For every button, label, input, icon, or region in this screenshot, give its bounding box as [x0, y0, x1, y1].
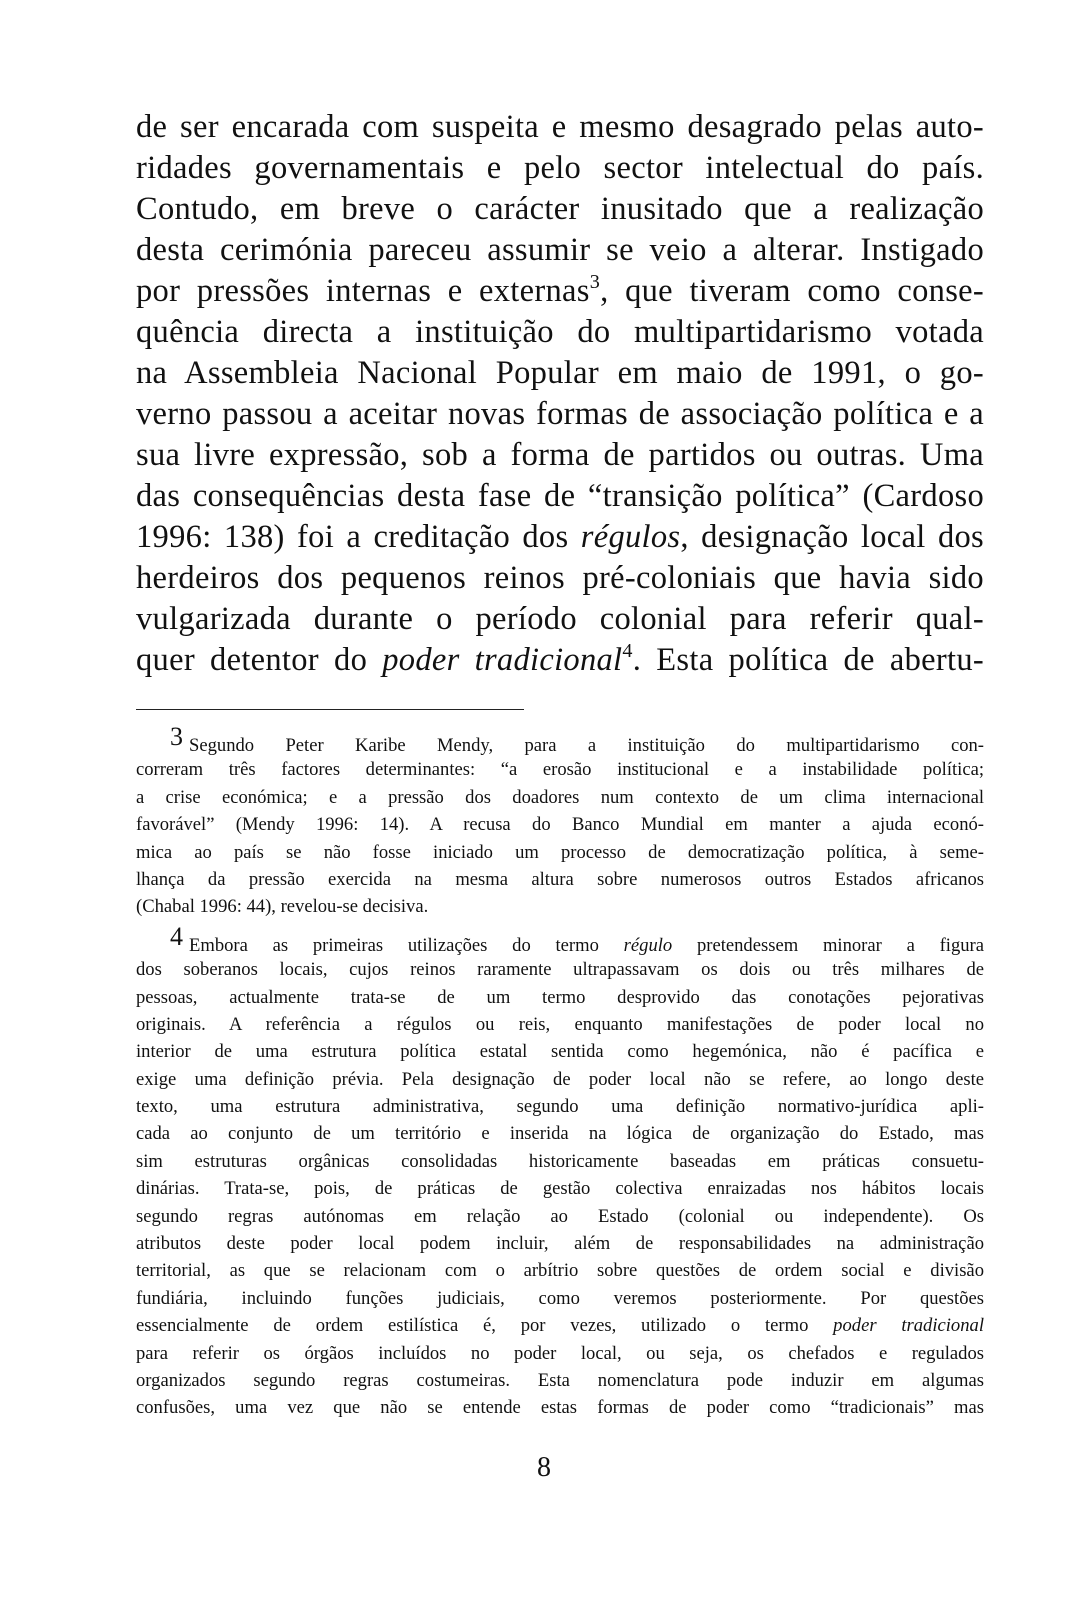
body-line: verno passou a aceitar novas formas de associação política e a	[136, 396, 984, 432]
footnote-line	[136, 1312, 984, 1339]
body-line	[136, 517, 984, 558]
footnote-line: texto, uma estrutura administrativa, segundo uma definição normativo-jurídica apli-	[136, 1096, 984, 1118]
footnotes	[136, 722, 984, 1422]
body-text-run: 1996: 138) foi a creditação dos	[136, 519, 581, 555]
body-line: quência directa a instituição do multipartidarismo votada	[136, 314, 984, 350]
footnote-mark: 4	[170, 921, 183, 951]
footnote-line: para referir os órgãos incluídos no poder local, ou seja, os chefados e regulados	[136, 1342, 984, 1364]
body-text-run: por pressões internas e externas	[136, 273, 590, 309]
footnote-line: mica ao país se não fosse iniciado um processo de democratização política, à seme-	[136, 841, 984, 863]
body-text-run: quer detentor do	[136, 642, 383, 678]
footnote-text-run: Segundo Peter Karibe Mendy, para a instituição do multipartidarismo con-	[189, 735, 984, 756]
footnote-3	[136, 722, 984, 921]
italic-term: poder tradicional	[382, 642, 623, 678]
footnote-line: lhança da pressão exercida na mesma altura sobre numerosos outros Estados africanos	[136, 868, 984, 890]
footnote-line: a crise económica; e a pressão dos doadores num contexto de um clima internacional	[136, 786, 984, 808]
italic-term: poder tradicional	[833, 1315, 984, 1337]
body-line	[136, 271, 984, 312]
footnote-text-run: Embora as primeiras utilizações do termo	[189, 934, 624, 956]
body-text-run: . Esta política de abertu-	[632, 642, 984, 678]
body-line: das consequências desta fase de “transição política” (Cardoso	[136, 478, 984, 514]
footnote-line: interior de uma estrutura política estatal sentida como hegemónica, não é pacífica e	[136, 1041, 984, 1063]
footnote-line: favorável” (Mendy 1996: 14). A recusa do Banco Mundial em manter a ajuda econó-	[136, 814, 984, 836]
footnote-line: fundiária, incluindo funções judiciais, como veremos posteriormente. Por questões	[136, 1287, 984, 1309]
footnote-text-run: essencialmente de ordem estilística é, por vezes, utilizado o termo	[136, 1315, 834, 1337]
body-line: vulgarizada durante o período colonial para referir qual-	[136, 601, 984, 637]
footnote-gap	[136, 921, 984, 929]
body-line: ridades governamentais e pelo sector intelectual do país.	[136, 150, 984, 186]
body-line: Contudo, em breve o carácter inusitado que a realização	[136, 191, 984, 227]
footnote-line: exige uma definição prévia. Pela designação de poder local não se refere, ao longo deste	[136, 1068, 984, 1090]
footnote-line: territorial, as que se relacionam com o arbítrio sobre questões de ordem social e divisão	[136, 1260, 984, 1282]
body-text-run: , designação local dos	[680, 519, 984, 555]
body-line: herdeiros dos pequenos reinos pré-coloniais que havia sido	[136, 560, 984, 596]
footnote-4	[136, 921, 984, 1422]
footnote-line: (Chabal 1996: 44), revelou-se decisiva.	[136, 896, 429, 918]
footnote-line: correram três factores determinantes: “a erosão institucional e a instabilidade política;	[136, 759, 984, 781]
footnote-divider	[136, 709, 524, 710]
footnote-line: pessoas, actualmente trata-se de um termo desprovido das conotações pejorativas	[136, 986, 984, 1008]
body-line	[136, 640, 984, 681]
footnote-line: dinárias. Trata-se, pois, de práticas de gestão colectiva enraizadas nos hábitos locais	[136, 1178, 984, 1200]
footnote-line: atributos deste poder local podem incluir, além de responsabilidades na administração	[136, 1233, 984, 1255]
footnote-line: dos soberanos locais, cujos reinos raramente ultrapassavam os dois ou três milhares de	[136, 959, 984, 981]
italic-term: régulos	[580, 519, 681, 555]
footnote-text-run: pretendessem minorar a figura	[672, 934, 984, 956]
footnote-line: confusões, uma vez que não se entende estas formas de poder como “tradicionais” mas	[136, 1397, 984, 1419]
body-line: na Assembleia Nacional Popular em maio de 1991, o go-	[136, 355, 984, 391]
body-line: de ser encarada com suspeita e mesmo desagrado pelas auto-	[136, 109, 984, 145]
italic-term: régulo	[623, 934, 673, 956]
footnote-line	[136, 921, 984, 956]
body-text-run: , que tiveram como conse-	[600, 273, 984, 309]
footnote-ref-4: 4	[622, 640, 633, 663]
footnote-line: organizados segundo regras costumeiras. Esta nomenclatura pode induzir em algumas	[136, 1369, 984, 1391]
body-text	[136, 107, 984, 681]
page-number: 8	[537, 1452, 551, 1483]
body-line: desta cerimónia pareceu assumir se veio a alterar. Instigado	[136, 232, 984, 268]
footnote-line: cada ao conjunto de um território e inserida na lógica de organização do Estado, mas	[136, 1123, 984, 1145]
footnote-line	[136, 722, 984, 756]
footnote-line: segundo regras autónomas em relação ao Estado (colonial ou independente). Os	[136, 1205, 984, 1227]
footnote-line: sim estruturas orgânicas consolidadas historicamente baseadas em práticas consuetu-	[136, 1150, 984, 1172]
footnote-ref-3: 3	[589, 271, 601, 294]
footnote-line: originais. A referência a régulos ou reis, enquanto manifestações de poder local no	[136, 1013, 984, 1035]
footnote-mark: 3	[170, 722, 183, 751]
body-line: sua livre expressão, sob a forma de partidos ou outras. Uma	[136, 437, 984, 473]
